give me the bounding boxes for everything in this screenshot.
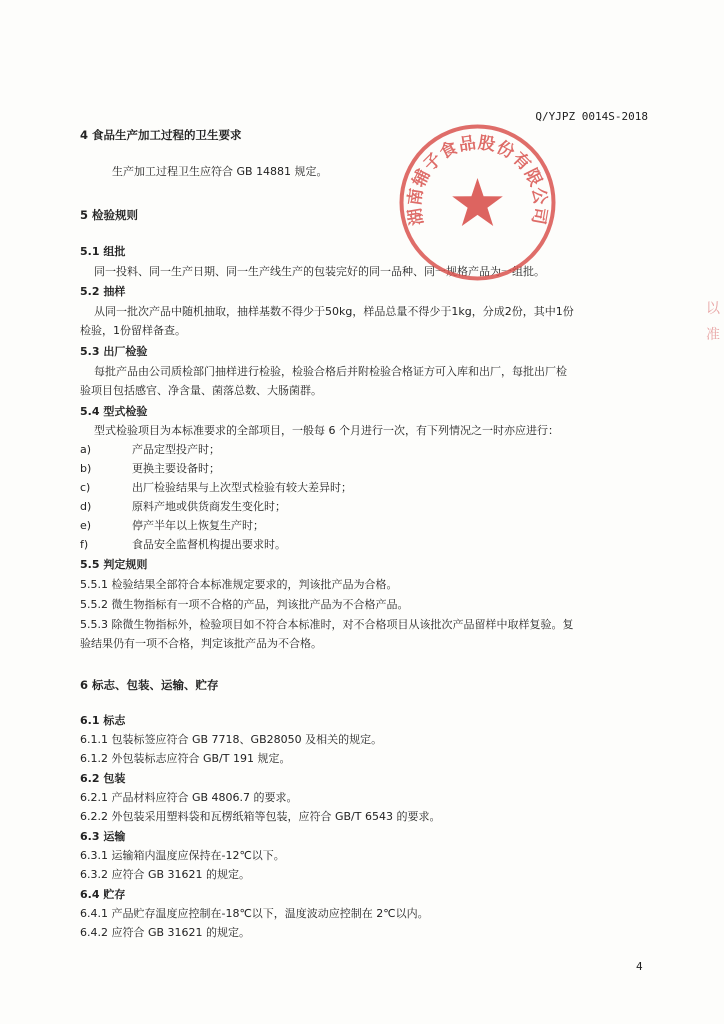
section-5-5-title: 5.5 判定规则 <box>80 558 148 571</box>
section-6-1-2: 6.1.2 外包装标志应符合 GB/T 191 规定。 <box>80 752 291 765</box>
section-5-2-body-line2: 检验，1份留样备查。 <box>80 324 186 337</box>
section-6-1-1: 6.1.1 包装标签应符合 GB 7718、GB28050 及相关的规定。 <box>80 733 383 746</box>
seal-text: 湖南辅子食品股份有限公司 <box>404 133 551 227</box>
section-6-4-2: 6.4.2 应符合 GB 31621 的规定。 <box>80 926 251 939</box>
list-label-e: e) <box>80 519 92 532</box>
section-5-5-1: 5.5.1 检验结果全部符合本标准规定要求的，判该批产品为合格。 <box>80 578 398 591</box>
section-6-3-title: 6.3 运输 <box>80 830 126 843</box>
list-item-e: 停产半年以上恢复生产时； <box>132 519 264 532</box>
section-6-3-1: 6.3.1 运输箱内温度应保持在-12℃以下。 <box>80 849 285 862</box>
list-label-a: a) <box>80 443 92 456</box>
section-6-4-1: 6.4.1 产品贮存温度应控制在-18℃以下，温度波动应控制在 2℃以内。 <box>80 907 429 920</box>
section-5-title: 5 检验规则 <box>80 208 139 222</box>
section-5-5-3-line2: 验结果仍有一项不合格，判定该批产品为不合格。 <box>80 637 322 650</box>
company-seal-stamp <box>395 120 560 285</box>
list-item-b: 更换主要设备时； <box>132 462 220 475</box>
section-5-4-title: 5.4 型式检验 <box>80 405 148 418</box>
page-number: 4 <box>636 960 643 973</box>
edge-seal-fragment: 以准 <box>706 301 720 343</box>
section-6-2-title: 6.2 包装 <box>80 772 126 785</box>
list-label-f: f) <box>80 538 89 551</box>
list-item-f: 食品安全监督机构提出要求时。 <box>132 538 286 551</box>
section-5-1-body: 同一投料、同一生产日期、同一生产线生产的包装完好的同一品种、同一规格产品为一组批。 <box>94 265 545 278</box>
section-5-2-title: 5.2 抽样 <box>80 285 126 298</box>
section-5-3-body-line2: 验项目包括感官、净含量、菌落总数、大肠菌群。 <box>80 384 322 397</box>
section-6-title: 6 标志、包装、运输、贮存 <box>80 678 219 692</box>
section-5-4-body: 型式检验项目为本标准要求的全部项目，一般每 6 个月进行一次，有下列情况之一时亦应进行： <box>94 424 559 437</box>
list-item-c: 出厂检验结果与上次型式检验有较大差异时； <box>132 481 352 494</box>
section-5-5-2: 5.5.2 微生物指标有一项不合格的产品，判该批产品为不合格产品。 <box>80 598 409 611</box>
section-6-1-title: 6.1 标志 <box>80 714 126 727</box>
list-label-b: b) <box>80 462 92 475</box>
document-number: Q/YJPZ 0014S-2018 <box>535 110 648 123</box>
section-6-2-2: 6.2.2 外包装采用塑料袋和瓦楞纸箱等包装，应符合 GB/T 6543 的要求。 <box>80 810 441 823</box>
seal-star-icon <box>452 178 503 226</box>
section-6-3-2: 6.3.2 应符合 GB 31621 的规定。 <box>80 868 251 881</box>
list-item-d: 原料产地或供货商发生变化时； <box>132 500 286 513</box>
list-label-d: d) <box>80 500 92 513</box>
section-5-3-body-line1: 每批产品由公司质检部门抽样进行检验，检验合格后并附检验合格证方可入库和出厂，每批出厂检 <box>94 365 567 378</box>
section-6-4-title: 6.4 贮存 <box>80 888 126 901</box>
section-4-title: 4 食品生产加工过程的卫生要求 <box>80 128 242 142</box>
section-5-1-title: 5.1 组批 <box>80 245 126 258</box>
section-5-3-title: 5.3 出厂检验 <box>80 345 148 358</box>
section-4-body: 生产加工过程卫生应符合 GB 14881 规定。 <box>112 165 328 178</box>
list-item-a: 产品定型投产时； <box>132 443 220 456</box>
section-5-5-3-line1: 5.5.3 除微生物指标外，检验项目如不符合本标准时，对不合格项目从该批次产品留样中取样复验。复 <box>80 618 574 631</box>
section-5-2-body-line1: 从同一批次产品中随机抽取，抽样基数不得少于50kg，样品总量不得少于1kg，分成2份，其中1份 <box>94 305 574 318</box>
list-label-c: c) <box>80 481 91 494</box>
section-6-2-1: 6.2.1 产品材料应符合 GB 4806.7 的要求。 <box>80 791 298 804</box>
